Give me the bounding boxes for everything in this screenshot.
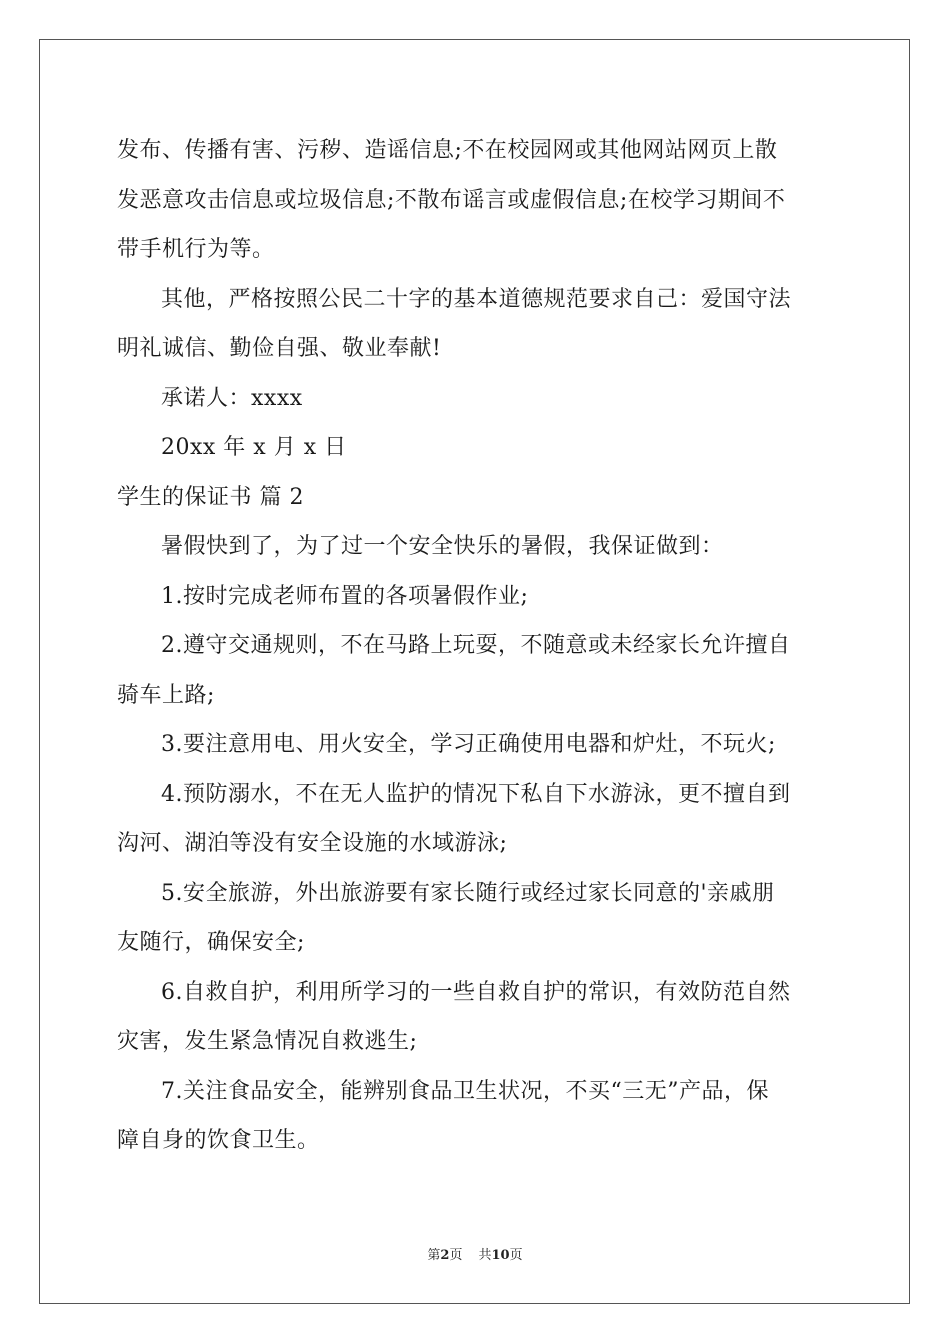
- text-line: 20xx 年 x 月 x 日: [161, 435, 347, 460]
- text-line: 7.关注食品安全，能辨别食品卫生状况，不买“三无”产品，保: [161, 1078, 769, 1104]
- text-line: 3.要注意用电、用火安全，学习正确使用电器和炉灶，不玩火;: [161, 732, 776, 757]
- text-line: 发恶意攻击信息或垃圾信息;不散布谣言或虚假信息;在校学习期间不: [117, 187, 786, 213]
- text-line: 其他，严格按照公民二十字的基本道德规范要求自己：爱国守法: [161, 286, 792, 312]
- text-line: 1.按时完成老师布置的各项暑假作业;: [161, 583, 529, 609]
- document-body: [117, 126, 837, 1166]
- total-prefix: 共: [478, 1248, 492, 1263]
- text-line: 4.预防溺水，不在无人监护的情况下私自下水游泳，更不擅自到: [161, 781, 791, 807]
- total-unit: 页: [509, 1248, 523, 1263]
- text-line: 发布、传播有害、污秽、造谣信息;不在校园网或其他网站网页上散: [117, 138, 778, 163]
- page-prefix: 第: [427, 1248, 441, 1263]
- text-line: 友随行，确保安全;: [117, 930, 305, 955]
- text-line: 6.自救自护，利用所学习的一些自救自护的常识，有效防范自然: [161, 979, 791, 1005]
- text-line: 明礼诚信、勤俭自强、敬业奉献!: [117, 336, 442, 361]
- text-line: 沟河、湖泊等没有安全设施的水域游泳;: [117, 831, 508, 856]
- page-total: 10: [491, 1248, 510, 1263]
- page-footer: [0, 1247, 950, 1265]
- text-line: 障自身的饮食卫生。: [117, 1128, 320, 1153]
- page-unit: 页: [449, 1248, 463, 1263]
- text-line: 带手机行为等。: [117, 237, 275, 262]
- text-line: 学生的保证书 篇 2: [117, 484, 304, 510]
- text-line: 灾害，发生紧急情况自救逃生;: [117, 1029, 418, 1054]
- text-line: 骑车上路;: [117, 682, 215, 708]
- text-line: 2.遵守交通规则，不在马路上玩耍，不随意或未经家长允许擅自: [161, 633, 791, 658]
- text-line: 5.安全旅游，外出旅游要有家长随行或经过家长同意的'亲戚朋: [161, 880, 775, 906]
- text-line: 承诺人：xxxx: [161, 385, 303, 411]
- page-current: 2: [440, 1248, 450, 1263]
- text-line: 暑假快到了，为了过一个安全快乐的暑假，我保证做到：: [161, 534, 724, 559]
